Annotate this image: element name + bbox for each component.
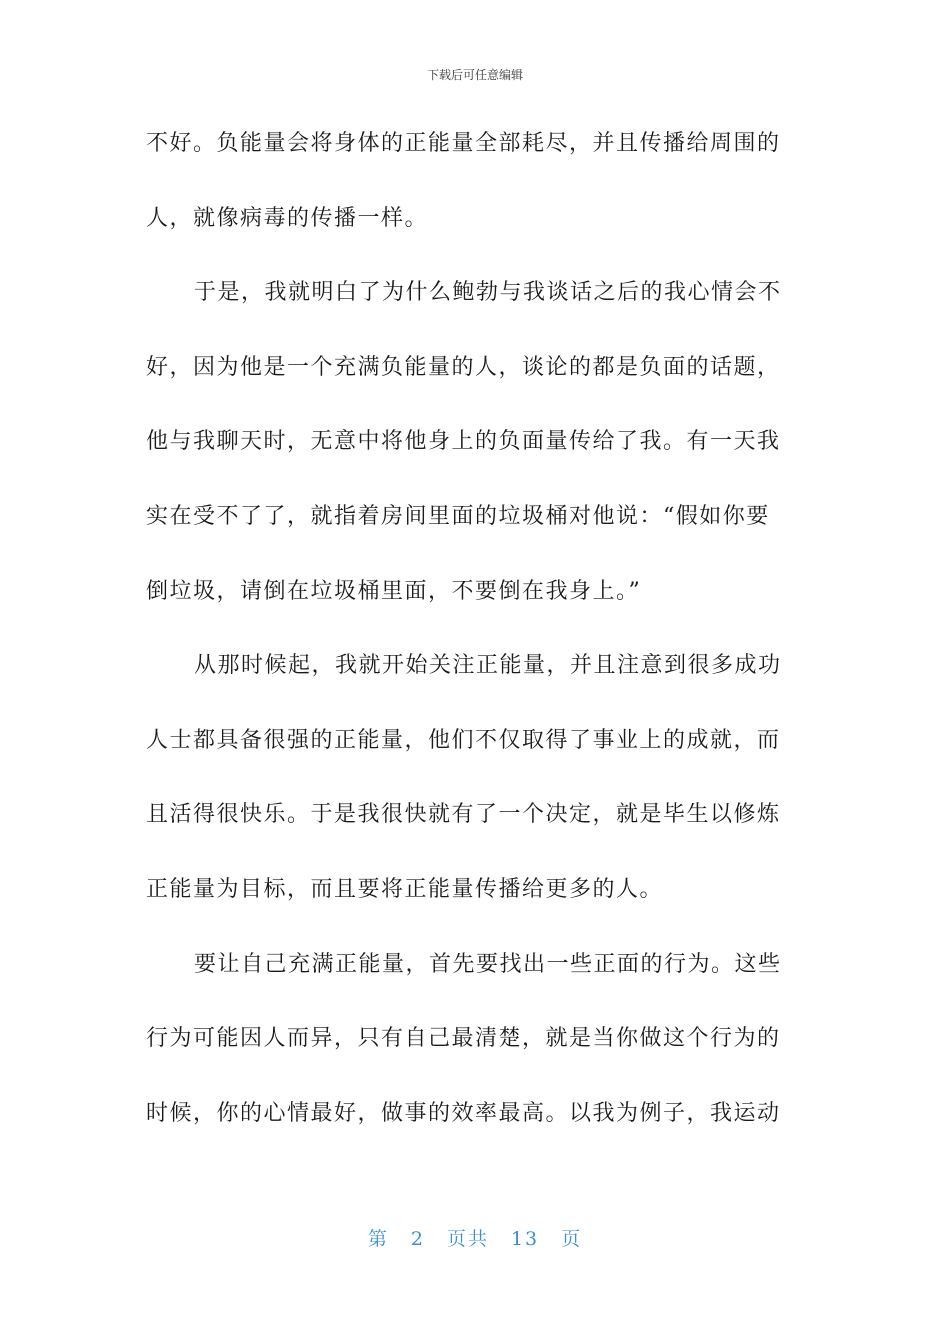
- footer-prefix: 第: [367, 1228, 389, 1250]
- text-line: 好，因为他是一个充满负能量的人，谈论的都是负面的话题，: [146, 354, 781, 380]
- text-line: 从那时候起，我就开始关注正能量，并且注意到很多成功: [194, 653, 782, 679]
- text-line: 不好。负能量会将身体的正能量全部耗尽，并且传播给周围的: [146, 131, 781, 156]
- text-line: 要让自己充满正能量，首先要找出一些正面的行为。这些: [194, 951, 782, 977]
- page-footer: [0, 1224, 950, 1251]
- footer-middle: 页共: [446, 1228, 489, 1250]
- total-pages-number: 13: [510, 1228, 540, 1250]
- page-header: 下载后可任意编辑: [426, 68, 523, 82]
- text-line: 且活得很快乐。于是我很快就有了一个决定，就是毕生以修炼: [146, 802, 781, 828]
- text-line: 于是，我就明白了为什么鲍勃与我谈话之后的我心情会不: [194, 280, 782, 306]
- text-line: 人，就像病毒的传播一样。: [146, 205, 429, 231]
- text-line: 时候，你的心情最好，做事的效率最高。以我为例子，我运动: [146, 1100, 781, 1126]
- current-page-number: 2: [410, 1228, 425, 1250]
- text-line: 人士都具备很强的正能量，他们不仅取得了事业上的成就，而: [146, 727, 781, 753]
- text-line: 他与我聊天时，无意中将他身上的负面量传给了我。有一天我: [146, 429, 781, 455]
- text-line: 倒垃圾，请倒在垃圾桶里面，不要倒在我身上。”: [146, 578, 642, 604]
- text-line: 正能量为目标，而且要将正能量传播给更多的人。: [146, 876, 664, 902]
- body-text: [146, 118, 806, 1162]
- text-line: 行为可能因人而异，只有自己最清楚，就是当你做这个行为的: [146, 1026, 781, 1052]
- footer-suffix: 页: [561, 1228, 583, 1250]
- text-line: 实在受不了了，就指着房间里面的垃圾桶对他说：“假如你要: [146, 503, 770, 529]
